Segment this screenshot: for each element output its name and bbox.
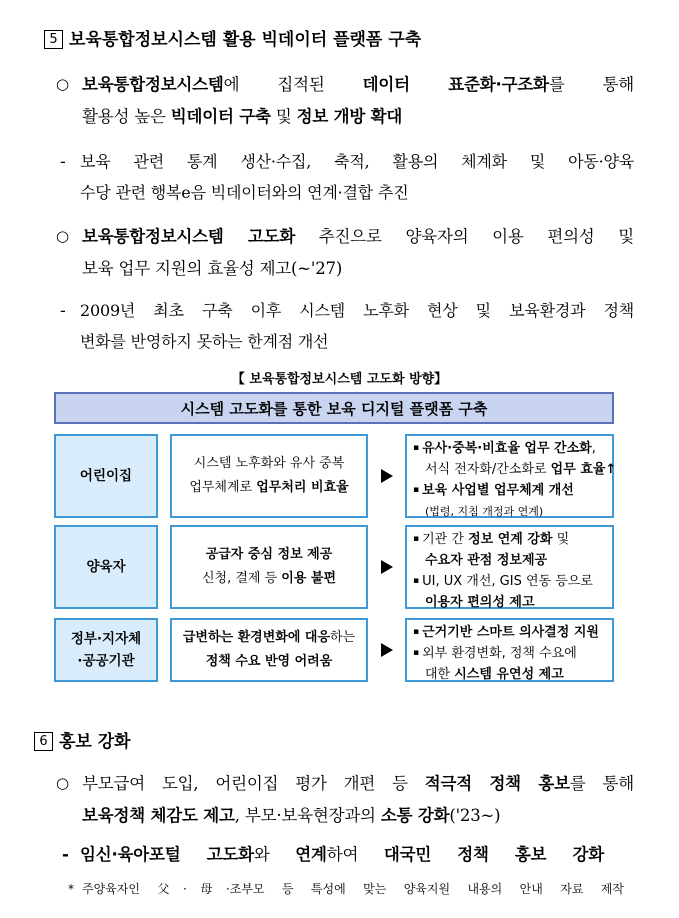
solution-line: 이용자 편의성 제고 bbox=[425, 595, 535, 610]
s5-sub1-line1: 보육 관련 통계 생산·수집, 축적, 활용의 체계화 및 아동·양육 bbox=[80, 152, 634, 171]
bold-text-run: 적극적 정책 홍보 bbox=[424, 774, 570, 793]
text-run: 와 bbox=[253, 845, 296, 864]
square-bullet-icon: ▪ bbox=[413, 576, 420, 586]
arrow-right-icon bbox=[381, 560, 393, 574]
bold-text-run: 보육통합정보시스템 bbox=[82, 75, 224, 94]
arrow-right-icon bbox=[381, 469, 393, 483]
text-run: 부모급여 도입, 어린이집 평가 개편 등 bbox=[82, 774, 425, 793]
bold-text-run: 정보 개방 확대 bbox=[296, 107, 403, 126]
s5-sub2-line1: 2009년 최초 구축 이후 시스템 노후화 현상 및 보육환경과 정책 bbox=[80, 301, 634, 320]
s6-bullet1-line1 bbox=[82, 769, 634, 799]
s5-bullet2-line1 bbox=[82, 222, 634, 252]
section-5-number: 5 bbox=[44, 30, 63, 49]
row-solution-government bbox=[405, 618, 614, 682]
bullet-symbol: ○ bbox=[56, 75, 70, 93]
text-run: 를 통해 bbox=[548, 75, 635, 94]
solution-line: ▪ 외부 환경변화, 정책 수요에 bbox=[413, 646, 577, 661]
dash-symbol: - bbox=[60, 301, 66, 320]
s5-bullet1-line2 bbox=[82, 102, 402, 132]
s5-bullet2-line2: 보육 업무 지원의 효율성 제고(~'27) bbox=[82, 259, 343, 278]
section-5-title: 보육통합정보시스템 활용 빅데이터 플랫폼 구축 bbox=[69, 30, 422, 50]
solution-line: (법령, 지침 개정과 연계) bbox=[425, 505, 544, 518]
diagram-header: 시스템 고도화를 통한 보육 디지털 플랫폼 구축 bbox=[54, 392, 614, 424]
solution-line: ▪ UI, UX 개선, GIS 연동 등으로 bbox=[413, 574, 593, 589]
problem-line: 업무체계로 업무처리 비효율 bbox=[189, 480, 349, 495]
row-solution-daycare bbox=[405, 434, 617, 518]
bold-text-run: 보육정책 체감도 제고 bbox=[82, 806, 235, 825]
problem-line: 공급자 중심 정보 제공 bbox=[205, 547, 333, 562]
solution-line: ▪ 보육 사업별 업무체계 개선 bbox=[413, 483, 574, 498]
row-solution-parent bbox=[405, 525, 614, 609]
square-bullet-icon: ▪ bbox=[413, 443, 420, 453]
s5-sub1-line2: 수당 관련 행복e음 빅데이터와의 연계·결합 추진 bbox=[80, 183, 409, 202]
square-bullet-icon: ▪ bbox=[413, 485, 420, 495]
bold-text-run: 보육통합정보시스템 고도화 bbox=[82, 227, 296, 246]
problem-line: 정책 수요 반영 어려움 bbox=[205, 654, 333, 669]
bold-text-run: 임신·육아포털 고도화 bbox=[80, 845, 254, 864]
solution-line: 수요자 관점 정보제공 bbox=[425, 553, 548, 568]
section-6-heading bbox=[34, 727, 131, 752]
solution-line: 서식 전자화/간소화로 업무 효율↑ bbox=[425, 462, 617, 477]
text-run: ('23~) bbox=[449, 806, 501, 825]
row-problem-daycare bbox=[170, 434, 368, 518]
text-run: 및 bbox=[270, 107, 297, 126]
square-bullet-icon: ▪ bbox=[413, 627, 420, 637]
square-bullet-icon: ▪ bbox=[413, 648, 420, 658]
diagram-title: 【 보육통합정보시스템 고도화 방향】 bbox=[231, 372, 448, 387]
s5-bullet1-line1 bbox=[82, 70, 634, 100]
bold-text-run: 소통 강화 bbox=[380, 806, 450, 825]
note-symbol: * bbox=[68, 882, 74, 896]
text-run: 를 통해 bbox=[569, 774, 635, 793]
square-bullet-icon: ▪ bbox=[413, 534, 420, 544]
text-run: 활용성 높은 bbox=[82, 107, 171, 126]
s6-bullet1-line2 bbox=[82, 801, 500, 831]
bullet-symbol: ○ bbox=[56, 774, 70, 792]
row-problem-parent bbox=[170, 525, 368, 609]
solution-line: ▪ 유사·중복·비효율 업무 간소화, bbox=[413, 441, 596, 456]
section-6-title: 홍보 강화 bbox=[59, 732, 131, 752]
bullet-symbol: ○ bbox=[56, 227, 70, 245]
text-run: 하여 bbox=[326, 845, 384, 864]
row-label-government: 정부·지자체 ·공공기관 bbox=[54, 618, 158, 682]
bold-text-run: 데이터 표준화·구조화 bbox=[362, 75, 549, 94]
row-problem-government bbox=[170, 618, 368, 682]
dash-symbol: - bbox=[60, 152, 66, 171]
text-run: 추진으로 양육자의 이용 편의성 및 bbox=[295, 227, 634, 246]
text-run: 에 집적된 bbox=[223, 75, 363, 94]
text-run: , 부모·보육현장과의 bbox=[234, 806, 381, 825]
solution-line: ▪ 기관 간 정보 연계 강화 및 bbox=[413, 532, 570, 547]
s5-sub2-line2: 변화를 반영하지 못하는 한계점 개선 bbox=[80, 332, 329, 351]
s6-note: 주양육자인 父·母·조부모 등 특성에 맞는 양육지원 내용의 안내 자료 제작 bbox=[82, 882, 624, 896]
s6-sub1 bbox=[80, 840, 604, 870]
arrow-right-icon bbox=[381, 643, 393, 657]
problem-line: 시스템 노후화와 유사 중복 bbox=[193, 456, 345, 471]
row-label-daycare: 어린이집 bbox=[54, 434, 158, 518]
problem-line: 신청, 결제 등 이용 불편 bbox=[201, 571, 337, 586]
row-label-parent: 양육자 bbox=[54, 525, 158, 609]
section-6-number: 6 bbox=[34, 732, 53, 751]
section-5-heading bbox=[44, 25, 421, 50]
bold-text-run: 빅데이터 구축 bbox=[170, 107, 271, 126]
solution-line: ▪ 근거기반 스마트 의사결정 지원 bbox=[413, 625, 599, 640]
solution-line: 대한 시스템 유연성 제고 bbox=[425, 667, 564, 682]
dash-symbol: - bbox=[62, 845, 69, 864]
problem-line: 급변하는 환경변화에 대응하는 bbox=[182, 630, 356, 645]
bold-text-run: 연계 bbox=[295, 845, 327, 864]
bold-text-run: 대국민 정책 홍보 강화 bbox=[383, 845, 604, 864]
